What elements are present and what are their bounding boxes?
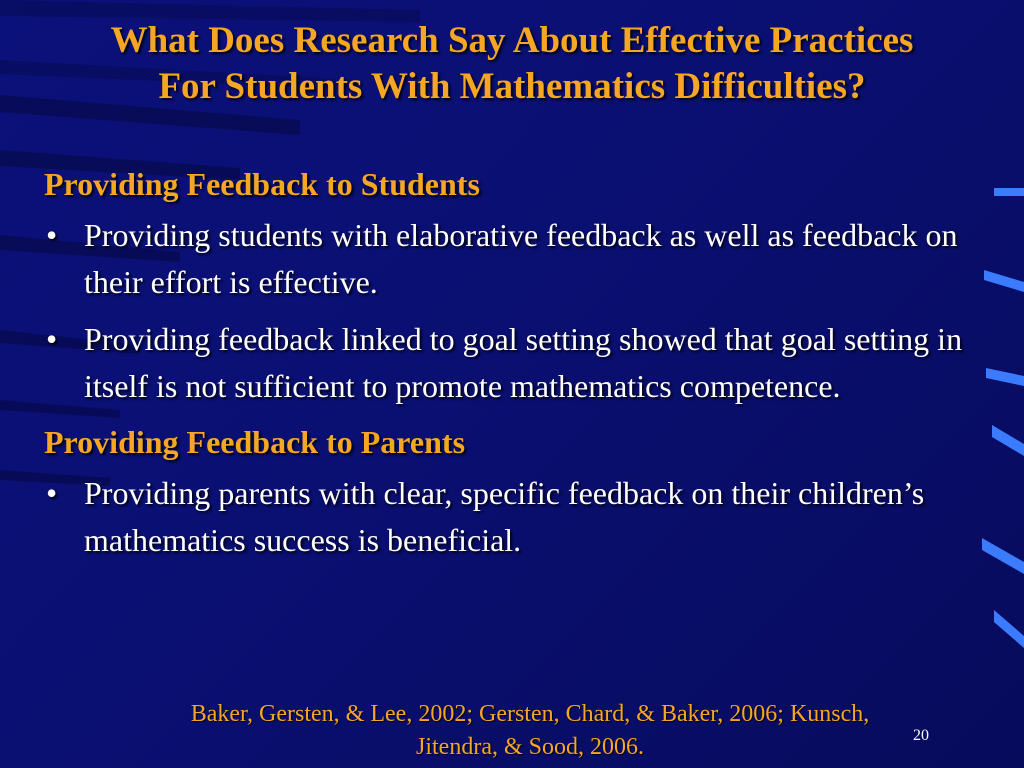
citation-line-1: Baker, Gersten, & Lee, 2002; Gersten, Chard, & Baker, 2006; Kunsch, [190, 701, 870, 727]
bullet-text: Providing students with elaborative feedback as well as feedback on their effort is effective. [84, 217, 958, 300]
slide-title-line-1: What Does Research Say About Effective Practices [110, 20, 914, 61]
tick-mark [986, 368, 1024, 386]
bullet-glyph: • [46, 217, 58, 253]
bullet-glyph: • [46, 475, 58, 511]
bullet-item [44, 212, 984, 306]
page-number: 20 [913, 727, 929, 744]
tick-mark [992, 425, 1024, 456]
bullet-item [44, 316, 984, 410]
citation-line-2: Jitendra, & Sood, 2006. [416, 734, 644, 760]
section-heading-students: Providing Feedback to Students [44, 166, 480, 202]
slide-title [0, 18, 1024, 110]
bullet-text: Providing feedback linked to goal setting showed that goal setting in itself is not sufficient to promote mathematics competence. [84, 321, 963, 404]
slide-title-line-2: For Students With Mathematics Difficulties? [158, 66, 866, 107]
section-heading-parents: Providing Feedback to Parents [44, 424, 466, 460]
bullet-item [44, 470, 984, 564]
tick-mark [994, 610, 1024, 648]
tick-mark [994, 188, 1024, 196]
slide-content [44, 162, 984, 574]
bullet-glyph: • [46, 321, 58, 357]
bullet-text: Providing parents with clear, specific feedback on their children’s mathematics success is beneficial. [84, 475, 925, 558]
citation [110, 698, 950, 764]
tick-mark [982, 538, 1024, 574]
tick-mark [984, 270, 1024, 292]
